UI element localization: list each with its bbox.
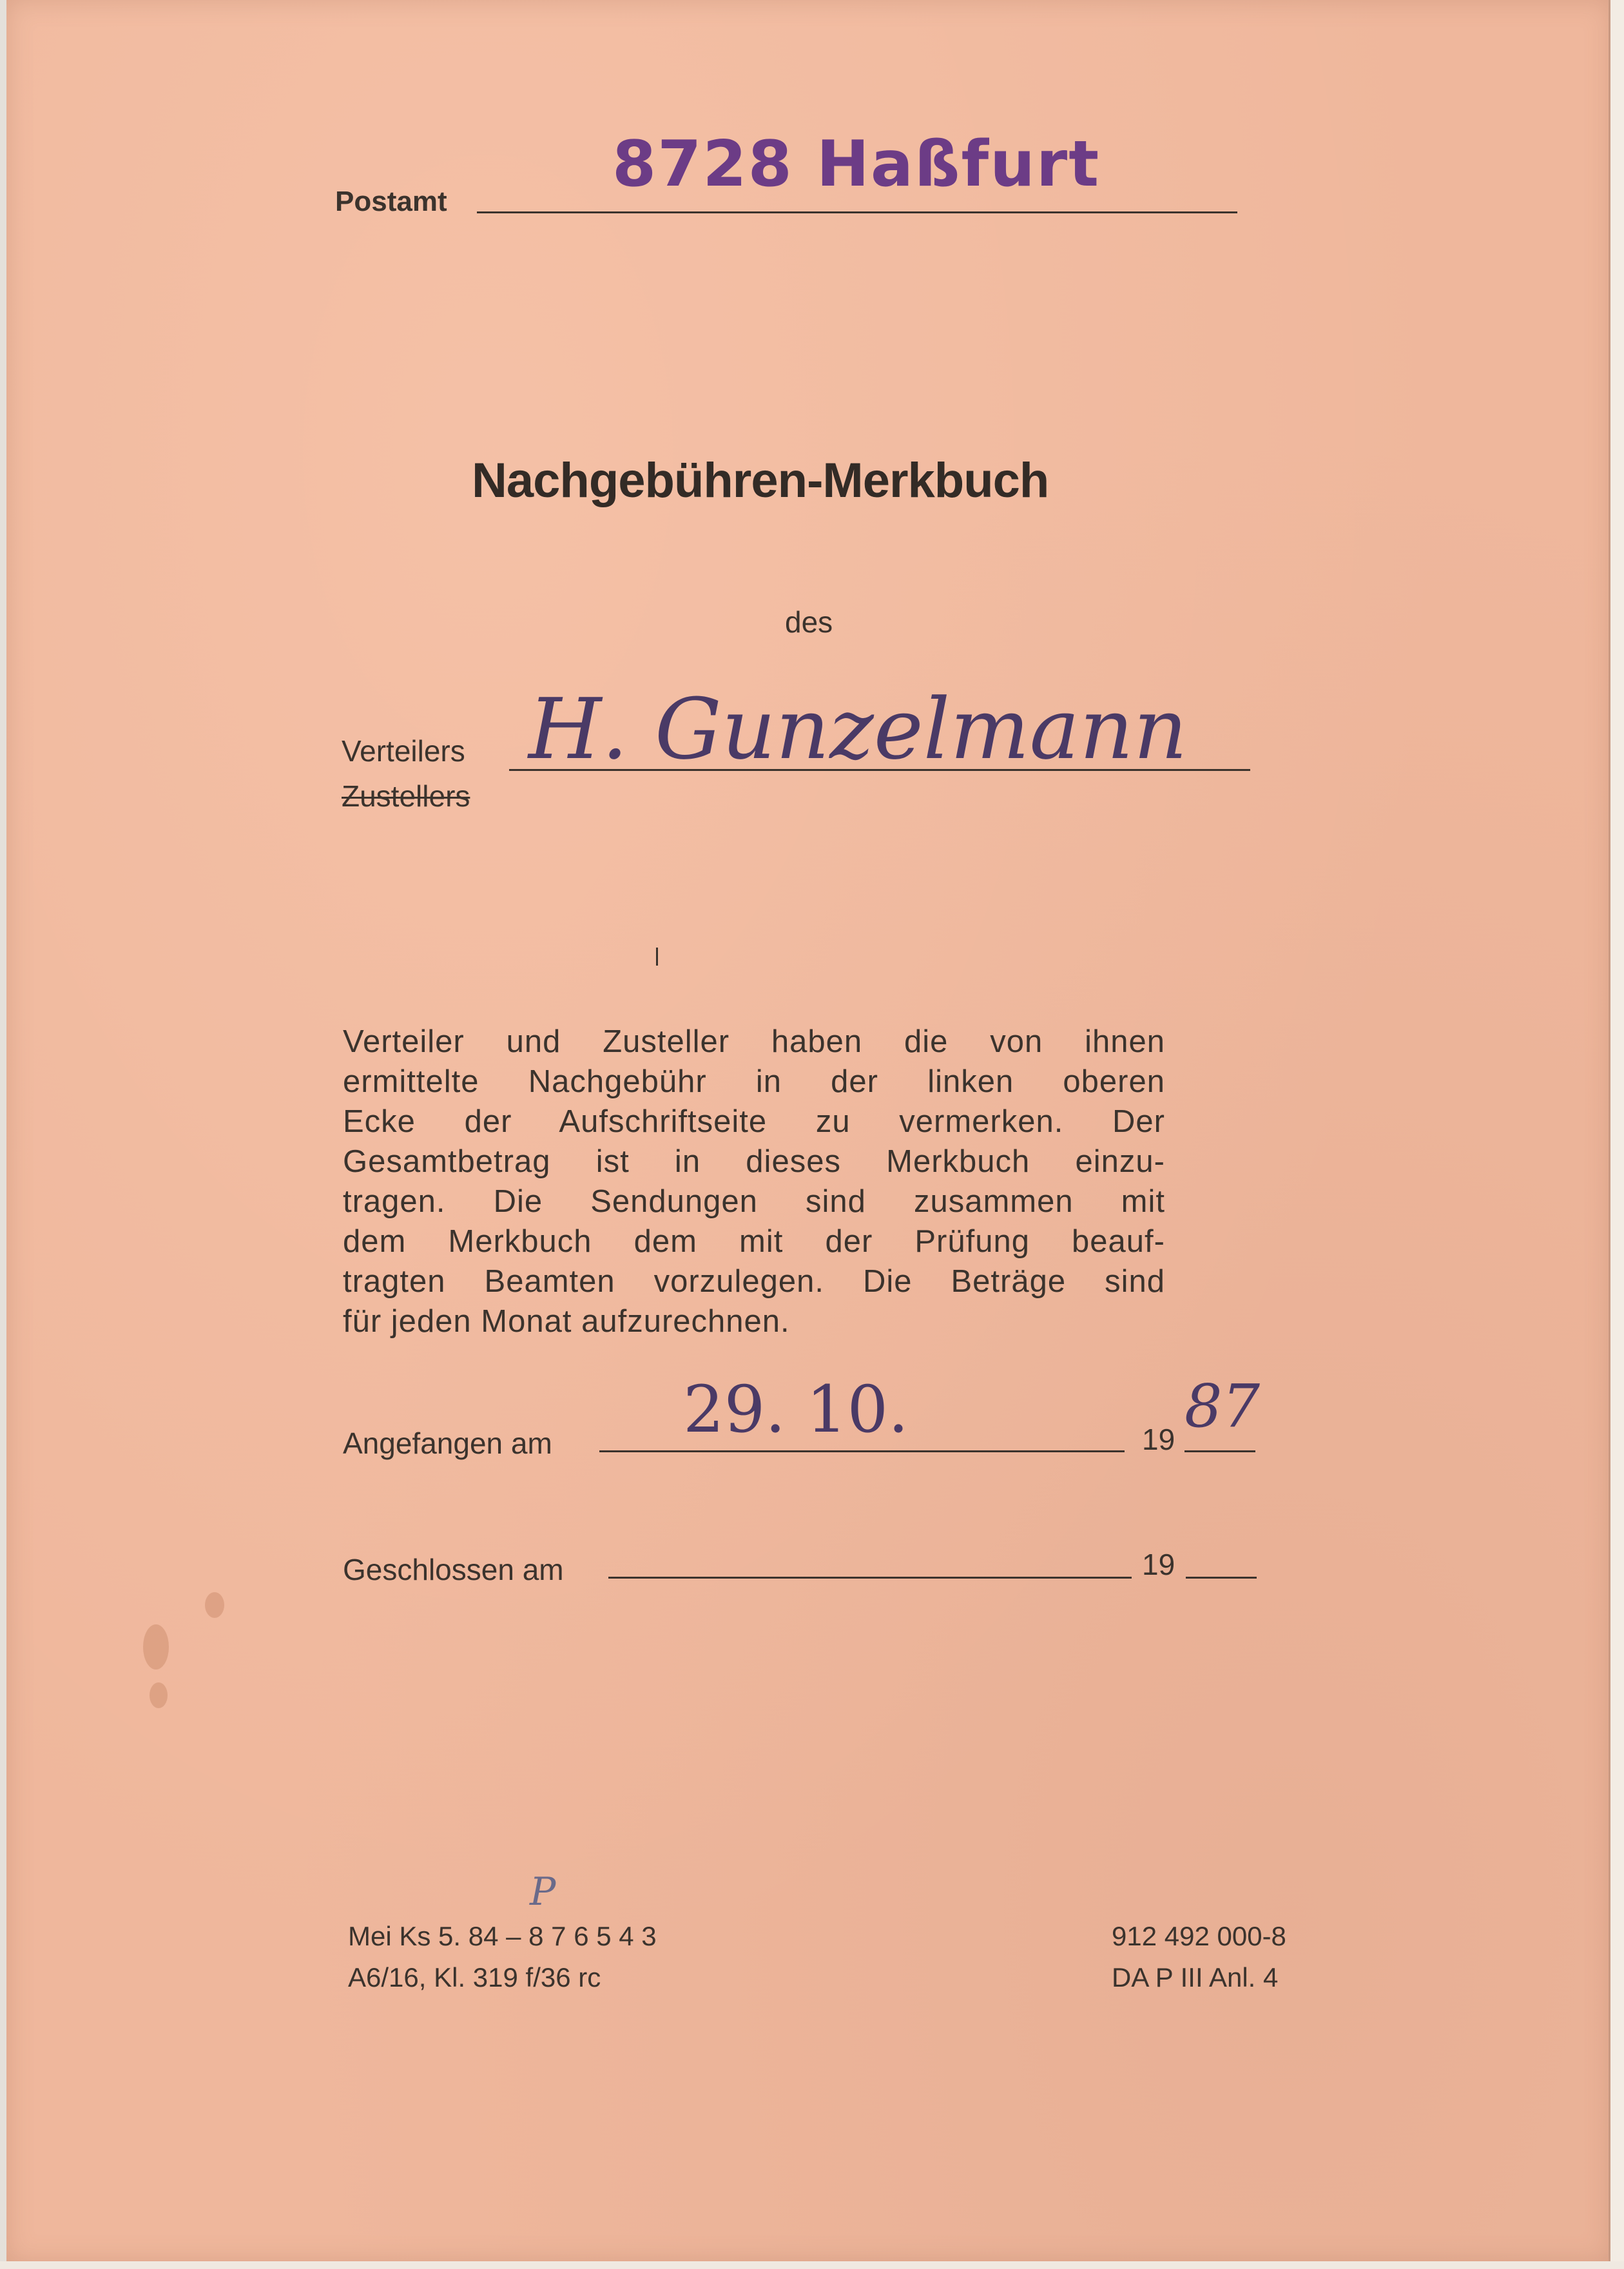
- tick-mark: [656, 948, 658, 966]
- instruction-line: ermittelte Nachgebühr in der linken oberen: [343, 1064, 1165, 1099]
- started-year-line: [1184, 1450, 1255, 1452]
- closed-date-line: [608, 1577, 1132, 1579]
- closed-century: 19: [1142, 1548, 1175, 1581]
- instruction-line: für jeden Monat aufzurechnen.: [343, 1304, 790, 1339]
- footer-left: [348, 1916, 657, 1998]
- started-label: Angefangen am: [343, 1427, 552, 1460]
- instruction-line: Verteiler und Zusteller haben die von ihnen: [343, 1024, 1165, 1059]
- stain: [205, 1592, 224, 1618]
- page-edge-bottom: [0, 2261, 1624, 2269]
- des-label: des: [785, 605, 833, 639]
- instruction-line: tragten Beamten vorzulegen. Die Beträge sind: [343, 1264, 1165, 1299]
- started-year: 87: [1184, 1372, 1261, 1441]
- instruction-line: Ecke der Aufschriftseite zu vermerken. Der: [343, 1104, 1165, 1139]
- started-date-line: [599, 1450, 1125, 1452]
- page-title: Nachgebühren-Merkbuch: [472, 453, 1049, 508]
- postamt-line: [477, 211, 1237, 213]
- instruction-line: tragen. Die Sendungen sind zusammen mit: [343, 1184, 1165, 1219]
- postamt-stamp: 8728 Haßfurt: [612, 128, 1101, 201]
- closed-label: Geschlossen am: [343, 1553, 564, 1586]
- closed-year-line: [1186, 1577, 1257, 1579]
- started-century: 19: [1142, 1423, 1175, 1456]
- instruction-line: dem Merkbuch dem mit der Prüfung beauf-: [343, 1224, 1165, 1259]
- stain: [150, 1682, 168, 1708]
- footer-right: [1112, 1916, 1286, 1998]
- started-date: 29. 10.: [683, 1372, 909, 1447]
- footer-format-code: A6/16, Kl. 319 f/36 rc: [348, 1962, 601, 1992]
- holder-label-zustellers: Zustellers: [342, 779, 470, 813]
- instructions-paragraph: [343, 1022, 1165, 1341]
- footer-print-code: Mei Ks 5. 84 – 8 7 6 5 4 3: [348, 1921, 657, 1951]
- pencil-mark: P: [530, 1869, 556, 1914]
- stain: [143, 1624, 169, 1670]
- postamt-label: Postamt: [335, 186, 447, 217]
- instruction-line: Gesamtbetrag ist in dieses Merkbuch einzu-: [343, 1144, 1165, 1179]
- footer-form-number: 912 492 000-8: [1112, 1921, 1286, 1951]
- holder-name: H. Gunzelmann: [528, 680, 1188, 778]
- footer-regulation: DA P III Anl. 4: [1112, 1962, 1279, 1992]
- holder-label-verteilers: Verteilers: [342, 734, 465, 768]
- page-edge: [1609, 0, 1624, 2269]
